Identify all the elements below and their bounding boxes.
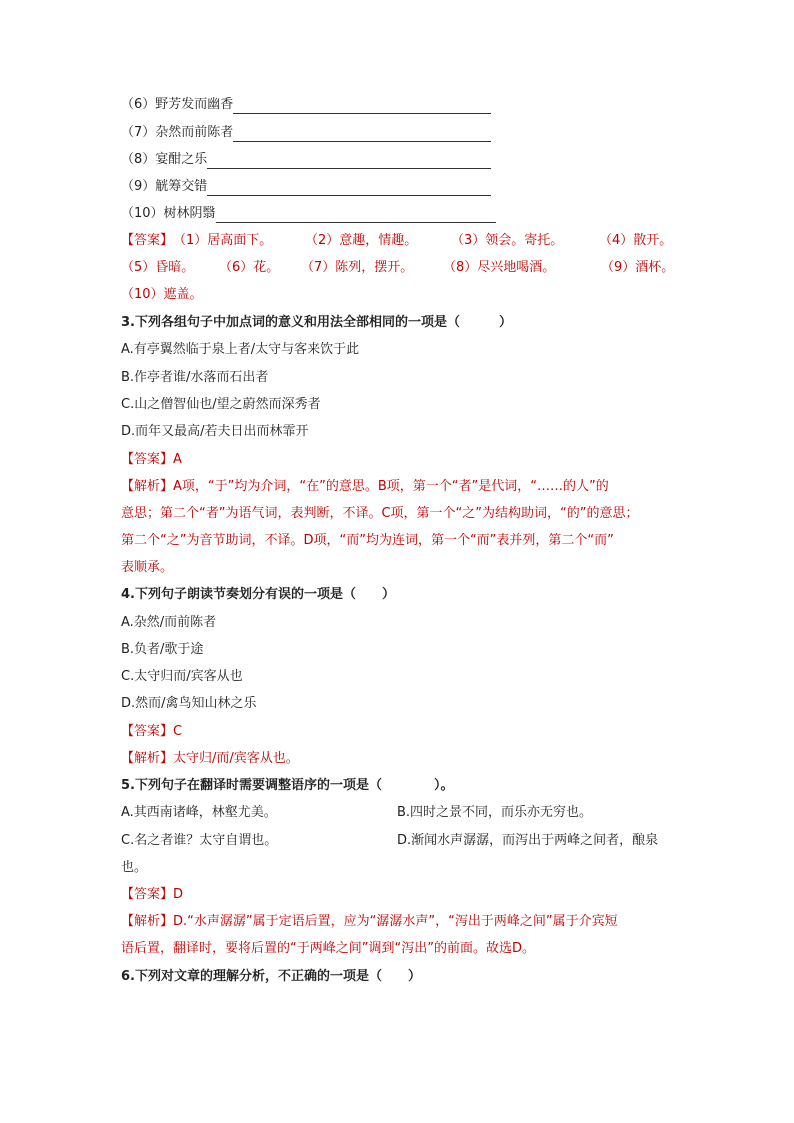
answer-item: （2）意趣，情趣。 <box>305 233 418 248</box>
analysis-text: 太守归/而/宾客从也。 <box>173 751 299 766</box>
q5-option-d-cont: 也。 <box>121 860 148 875</box>
answer-item: （4）散开。 <box>599 233 673 248</box>
answer-item: （8）尽兴地喝酒。 <box>443 260 556 275</box>
analysis-text: D.“水声潺潺”属于定语后置，应为“潺潺水声”，“泻出于两峰之间”属于介宾短 <box>173 914 618 929</box>
q5-option-d: D.渐闻水声潺潺，而泻出于两峰之间者，酿泉 <box>397 833 659 848</box>
q3-analysis-2: 意思；第二个“者”为语气词，表判断，不译。C项，第一个“之”为结构助词，“的”的意思； <box>121 506 639 521</box>
blank-label: （9）觥筹交错 <box>121 179 208 194</box>
blank-item <box>121 205 496 223</box>
q5-analysis-1 <box>121 913 618 931</box>
answer-item: （3）领会。寄托。 <box>451 233 564 248</box>
answer-tag: 【答案】 <box>121 887 174 902</box>
blank-label: （8）宴酣之乐 <box>121 152 208 167</box>
analysis-tag: 【解析】 <box>121 914 174 929</box>
answer-item: （9）酒杯。 <box>601 260 675 275</box>
answer-value: C <box>173 724 183 739</box>
q5-answer <box>121 886 183 904</box>
q4-answer <box>121 723 182 741</box>
analysis-text: A项，“于”均为介词，“在”的意思。B项，第一个“者”是代词，“……的人”的 <box>173 479 609 494</box>
q5-analysis-2: 语后置，翻译时，要将后置的“于两峰之间”调到“泻出”的前面。故选D。 <box>121 941 535 956</box>
q4-option-b: B.负者/歌于途 <box>121 642 204 657</box>
analysis-tag: 【解析】 <box>121 479 174 494</box>
answer-tag: 【答案】 <box>121 452 174 467</box>
answer-item: （1）居高面下。 <box>173 233 273 248</box>
q4-analysis <box>121 750 299 768</box>
q5-option-c: C.名之者谁？太守自谓也。 <box>121 833 278 848</box>
answer-blank[interactable] <box>216 208 496 223</box>
answer-tag: 【答案】 <box>121 724 174 739</box>
q5-option-a: A.其西南诸峰，林壑尤美。 <box>121 805 277 820</box>
q3-option-c: C.山之僧智仙也/望之蔚然而深秀者 <box>121 397 321 412</box>
q3-option-a: A.有亭翼然临于泉上者/太守与客来饮于此 <box>121 342 360 357</box>
answer-item: （6）花。 <box>219 260 280 275</box>
answer-item: （5）昏暗。 <box>121 260 195 275</box>
answer-blank[interactable] <box>207 154 491 169</box>
answer-blank[interactable] <box>207 181 491 196</box>
q3-answer <box>121 451 182 469</box>
q3-option-b: B.作亭者谁/水落而石出者 <box>121 370 269 385</box>
q3-analysis-3: 第二个“之”为音节助词，不译。D项，“而”均为连词，第一个“而”表并列，第二个“而” <box>121 533 614 548</box>
q4-stem: 4.下列句子朗读节奏划分有误的一项是（ ） <box>121 587 395 602</box>
answer-tag: 【答案】 <box>121 233 174 248</box>
answer-value: D <box>173 887 184 902</box>
q2-answer-row3: （10）遮盖。 <box>121 287 203 302</box>
answer-value: A <box>173 452 182 467</box>
blank-label: （10）树林阴翳 <box>121 206 216 221</box>
blank-item <box>121 178 491 196</box>
q2-answer-row2 <box>121 259 674 277</box>
blank-item <box>121 124 491 142</box>
q3-option-d: D.而年又最高/若夫日出而林霏开 <box>121 424 309 439</box>
q5-option-b: B.四时之景不同，而乐亦无穷也。 <box>397 805 593 820</box>
answer-blank[interactable] <box>233 127 491 142</box>
blank-item <box>121 151 491 169</box>
analysis-tag: 【解析】 <box>121 751 174 766</box>
q4-option-c: C.太守归而/宾客从也 <box>121 669 243 684</box>
blank-label: （7）杂然而前陈者 <box>121 125 234 140</box>
q4-option-d: D.然而/禽鸟知山林之乐 <box>121 696 257 711</box>
answer-blank[interactable] <box>233 99 491 114</box>
q3-stem: 3.下列各组句子中加点词的意义和用法全部相同的一项是（ ） <box>121 315 512 330</box>
q3-analysis-1 <box>121 478 609 496</box>
answer-item: （7）陈列，摆开。 <box>301 260 414 275</box>
q6-stem: 6.下列对文章的理解分析，不正确的一项是（ ） <box>121 969 421 984</box>
blank-item <box>121 96 491 114</box>
q5-stem: 5.下列句子在翻译时需要调整语序的一项是（ ）。 <box>121 778 454 793</box>
blank-label: （6）野芳发而幽香 <box>121 97 234 112</box>
q2-answer-row1 <box>121 232 672 250</box>
q3-analysis-4: 表顺承。 <box>121 560 174 575</box>
q4-option-a: A.杂然/而前陈者 <box>121 615 217 630</box>
